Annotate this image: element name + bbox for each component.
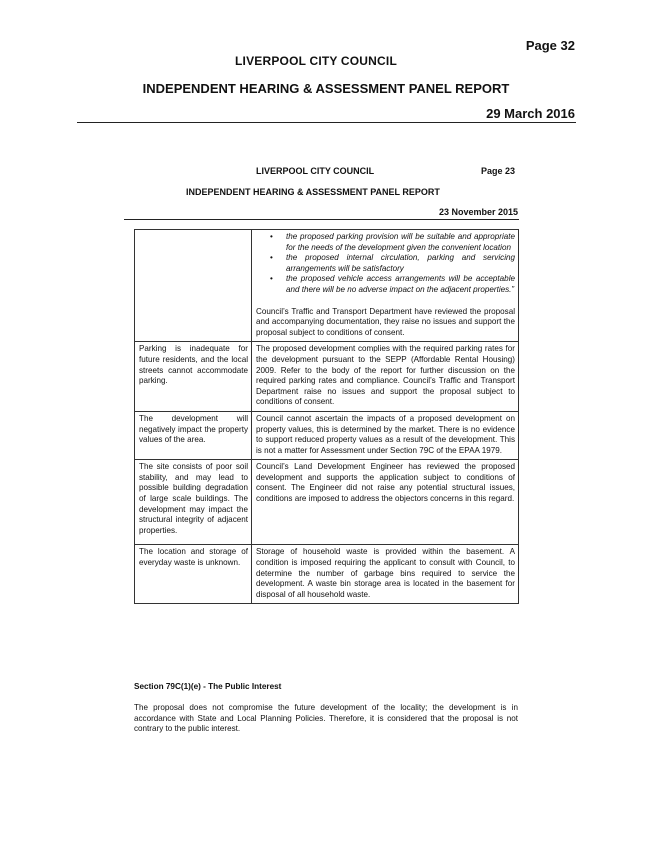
section-body: The proposal does not compromise the future development of the locality; the development is in accordance with State and Local Planning Policies. Therefore, it is considered that the proposal is not contrary to the public interest.	[134, 703, 518, 734]
list-item-text: the proposed internal circulation, parking and servicing arrangements will be satisfactory	[286, 253, 515, 273]
issue-text: The development will negatively impact the property values of the area.	[139, 413, 248, 445]
section-heading: Section 79C(1)(e) - The Public Interest	[134, 682, 282, 691]
response-text: Council cannot ascertain the impacts of a proposed development on property values, this is determined by the market. There is no evidence to support reduced property values as a result of the development. This is not a matter for Assessment under Section 79C of the EPAA 1979.	[256, 413, 515, 455]
bullet-icon: •	[270, 253, 273, 263]
inner-header-divider	[124, 219, 519, 220]
response-cell	[252, 545, 519, 604]
report-date: 29 March 2016	[486, 106, 575, 121]
report-title: INDEPENDENT HEARING & ASSESSMENT PANEL REPORT	[142, 81, 510, 96]
issue-cell	[135, 230, 252, 342]
response-text: Council’s Land Development Engineer has reviewed the proposed development and supports the application subject to conditions of consent. The Engineer did not raise any potential structural issues, conditions are imposed to address the objectors concerns in this regard.	[256, 462, 515, 504]
inner-report-title: INDEPENDENT HEARING & ASSESSMENT PANEL REPORT	[186, 187, 440, 197]
issue-text: The location and storage of everyday waste is unknown.	[139, 547, 248, 568]
table-row	[135, 460, 519, 545]
list-item	[256, 232, 515, 253]
inner-council-name: LIVERPOOL CITY COUNCIL	[256, 166, 375, 176]
response-cell	[252, 342, 519, 412]
response-text: Council’s Traffic and Transport Department have reviewed the proposal and accompanying documentation, they raise no issues and support the proposal subject to conditions of consent.	[256, 306, 515, 337]
issue-cell	[135, 460, 252, 545]
list-item-text: the proposed parking provision will be suitable and appropriate for the needs of the development given the convenient location	[286, 232, 515, 252]
list-item	[256, 253, 515, 274]
bullet-icon: •	[270, 232, 273, 241]
response-cell	[252, 230, 519, 342]
objections-table	[134, 229, 519, 604]
bullet-icon: •	[270, 274, 273, 284]
issue-text: Parking is inadequate for future residents, and the local streets cannot accommodate parking.	[139, 344, 248, 386]
table-row	[135, 230, 519, 342]
response-text: The proposed development complies with the required parking rates for the development pursuant to the SEPP (Affordable Rental Housing) 2009. Refer to the body of the report for further discussion on the required parking rates and compliance. Council’s Traffic and Transport Department raise no issues and support the proposal subject to conditions of consent.	[256, 344, 515, 407]
inner-page-number: Page 23	[481, 166, 516, 176]
table-row	[135, 545, 519, 604]
table-row	[135, 411, 519, 459]
header-divider	[77, 122, 576, 123]
council-name: LIVERPOOL CITY COUNCIL	[235, 54, 397, 68]
issue-cell	[135, 545, 252, 604]
response-text: Storage of household waste is provided within the basement. A condition is imposed requiring the applicant to consult with Council, to determine the number of garbage bins required to service the development. A waste bin storage area is located in the basement for disposal of all household waste.	[256, 547, 515, 599]
response-cell	[252, 411, 519, 459]
condition-list	[256, 232, 515, 296]
table-row	[135, 342, 519, 412]
issue-cell	[135, 342, 252, 412]
inner-report-date: 23 November 2015	[438, 207, 518, 217]
list-item-text: the proposed vehicle access arrangements will be acceptable and there will be no adverse impact on the adjacent properties.”	[286, 274, 515, 294]
issue-cell	[135, 411, 252, 459]
page-number: Page 32	[525, 38, 575, 53]
response-cell	[252, 460, 519, 545]
list-item	[256, 274, 515, 295]
issue-text: The site consists of poor soil stability, and may lead to possible building degradation of large scale buildings. The development may impact the structural integrity of adjacent properties.	[139, 462, 248, 535]
